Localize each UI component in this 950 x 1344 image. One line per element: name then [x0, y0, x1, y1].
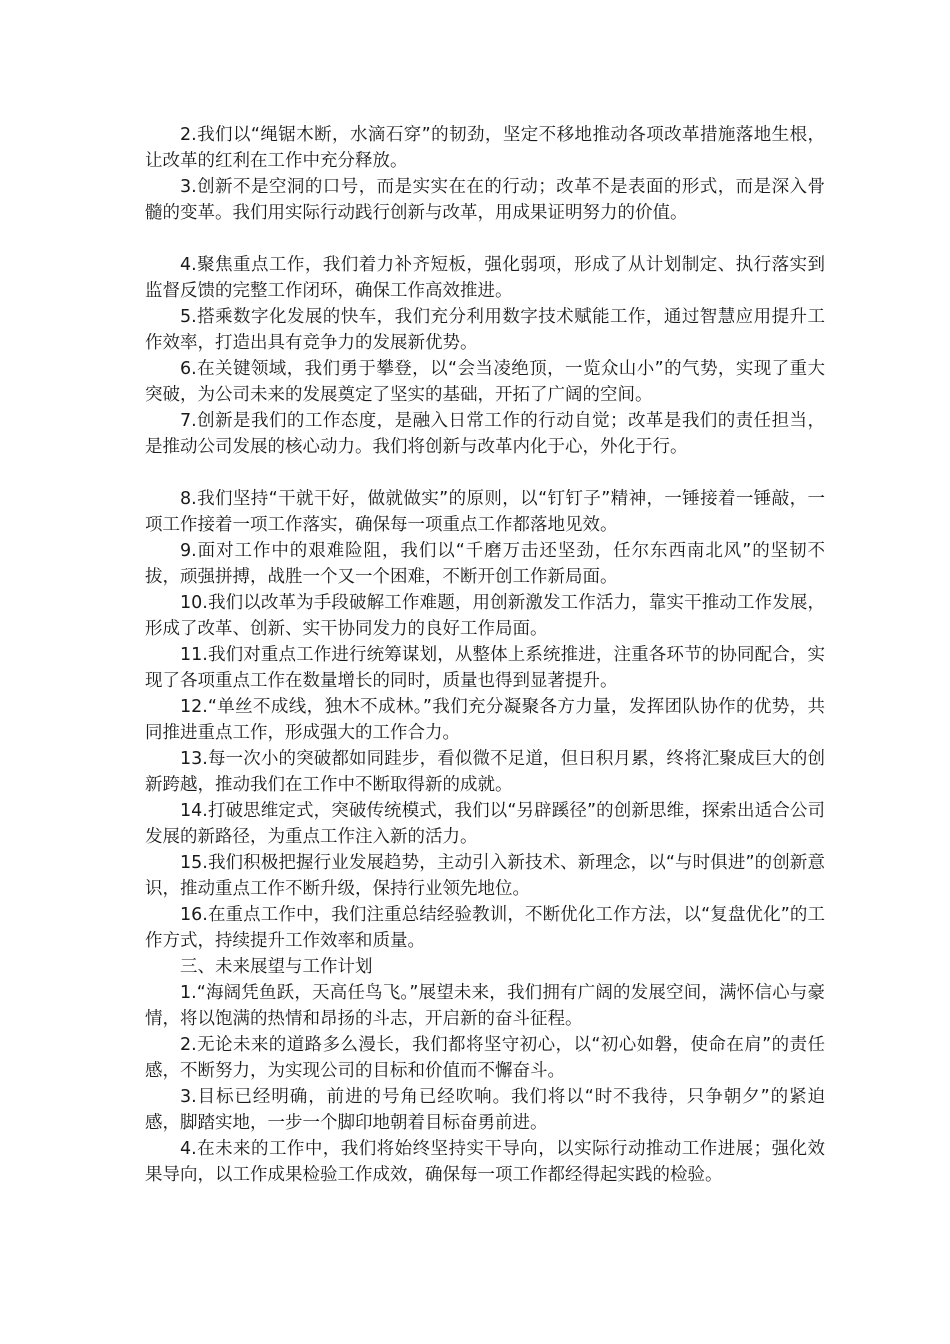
future-item-3: 3.目标已经明确，前进的号角已经吹响。我们将以“时不我待，只争朝夕”的紧迫感，脚踏实地，一步一个脚印地朝着目标奋勇前进。	[145, 1087, 825, 1133]
paragraph-item-13: 13.每一次小的突破都如同跬步，看似微不足道，但日积月累，终将汇聚成巨大的创新跨越，推动我们在工作中不断取得新的成就。	[145, 749, 825, 795]
future-item-2: 2.无论未来的道路多么漫长，我们都将坚守初心，以“初心如磐，使命在肩”的责任感，不断努力，为实现公司的目标和价值而不懈奋斗。	[145, 1035, 825, 1081]
section-heading-future: 三、未来展望与工作计划	[180, 957, 373, 977]
paragraph-item-10: 10.我们以改革为手段破解工作难题，用创新激发工作活力，靠实干推动工作发展，形成了改革、创新、实干协同发力的良好工作局面。	[145, 593, 825, 639]
paragraph-item-15: 15.我们积极把握行业发展趋势，主动引入新技术、新理念，以“与时俱进”的创新意识，推动重点工作不断升级，保持行业领先地位。	[145, 853, 825, 899]
paragraph-item-14: 14.打破思维定式，突破传统模式，我们以“另辟蹊径”的创新思维，探索出适合公司发展的新路径，为重点工作注入新的活力。	[145, 801, 825, 847]
paragraph-item-2: 2.我们以“绳锯木断，水滴石穿”的韧劲，坚定不移地推动各项改革措施落地生根，让改革的红利在工作中充分释放。	[145, 125, 825, 171]
paragraph-item-9: 9.面对工作中的艰难险阻，我们以“千磨万击还坚劲，任尔东西南北风”的坚韧不拔，顽强拼搏，战胜一个又一个困难，不断开创工作新局面。	[145, 541, 825, 587]
future-item-4: 4.在未来的工作中，我们将始终坚持实干导向，以实际行动推动工作进展；强化效果导向，以工作成果检验工作成效，确保每一项工作都经得起实践的检验。	[145, 1139, 825, 1185]
paragraph-item-12: 12.“单丝不成线，独木不成林。”我们充分凝聚各方力量，发挥团队协作的优势，共同推进重点工作，形成强大的工作合力。	[145, 697, 825, 743]
paragraph-item-3: 3.创新不是空洞的口号，而是实实在在的行动；改革不是表面的形式，而是深入骨髓的变革。我们用实际行动践行创新与改革，用成果证明努力的价值。	[145, 177, 825, 223]
paragraph-item-11: 11.我们对重点工作进行统筹谋划，从整体上系统推进，注重各环节的协同配合，实现了各项重点工作在数量增长的同时，质量也得到显著提升。	[145, 645, 825, 691]
document-page	[145, 122, 825, 1188]
future-item-1: 1.“海阔凭鱼跃，天高任鸟飞。”展望未来，我们拥有广阔的发展空间，满怀信心与豪情，将以饱满的热情和昂扬的斗志，开启新的奋斗征程。	[145, 983, 825, 1029]
paragraph-item-8: 8.我们坚持“干就干好，做就做实”的原则，以“钉钉子”精神，一锤接着一锤敲，一项工作接着一项工作落实，确保每一项重点工作都落地见效。	[145, 489, 825, 535]
paragraph-item-7: 7.创新是我们的工作态度，是融入日常工作的行动自觉；改革是我们的责任担当，是推动公司发展的核心动力。我们将创新与改革内化于心，外化于行。	[145, 411, 825, 457]
paragraph-item-5: 5.搭乘数字化发展的快车，我们充分利用数字技术赋能工作，通过智慧应用提升工作效率，打造出具有竞争力的发展新优势。	[145, 307, 825, 353]
paragraph-item-16: 16.在重点工作中，我们注重总结经验教训，不断优化工作方法，以“复盘优化”的工作方式，持续提升工作效率和质量。	[145, 905, 825, 951]
paragraph-item-6: 6.在关键领域，我们勇于攀登，以“会当凌绝顶，一览众山小”的气势，实现了重大突破，为公司未来的发展奠定了坚实的基础，开拓了广阔的空间。	[145, 359, 825, 405]
paragraph-item-4: 4.聚焦重点工作，我们着力补齐短板，强化弱项，形成了从计划制定、执行落实到监督反馈的完整工作闭环，确保工作高效推进。	[145, 255, 825, 301]
